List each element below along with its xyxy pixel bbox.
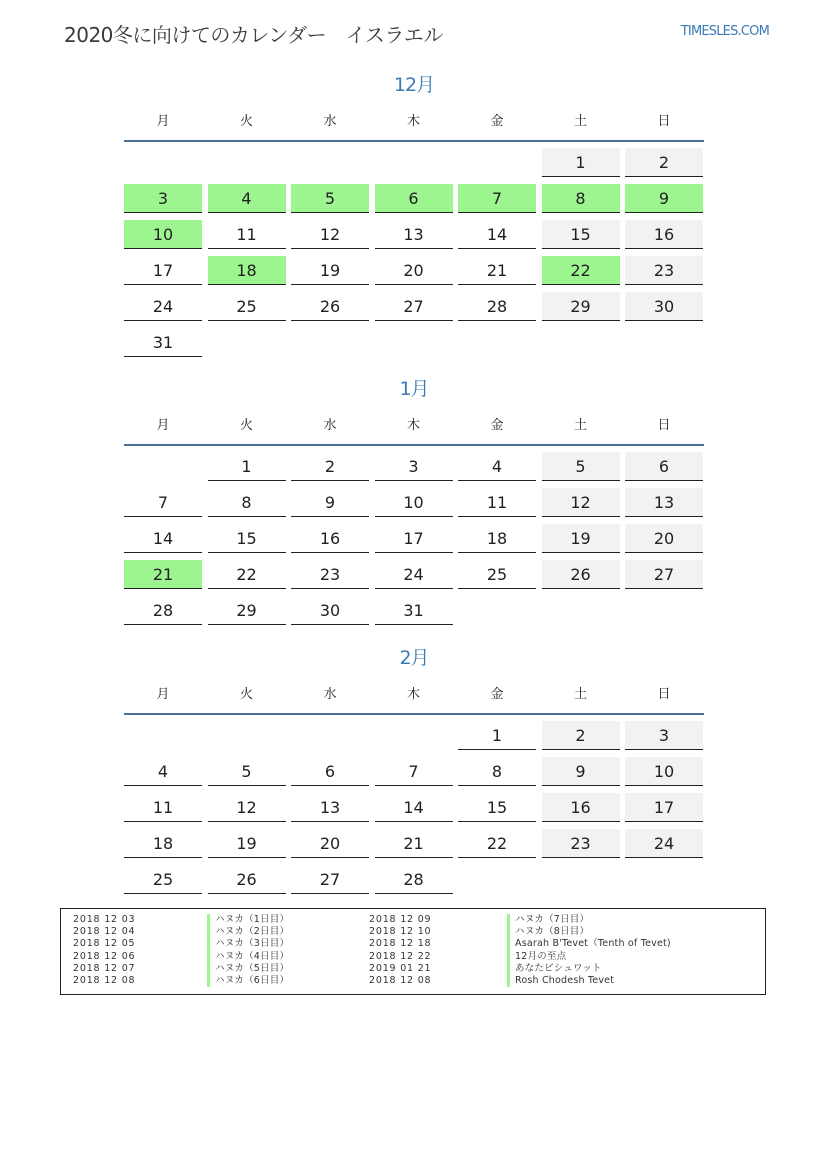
day-cell[interactable]: 23 bbox=[542, 829, 620, 858]
day-cell[interactable]: 8 bbox=[542, 184, 620, 213]
site-link[interactable]: TIMESLES.COM bbox=[680, 24, 769, 39]
weekday-label: 水 bbox=[323, 114, 337, 129]
legend-holiday-name: ハヌカ（3日目） bbox=[207, 938, 289, 950]
month-title: 2月 bbox=[399, 647, 429, 669]
legend-item bbox=[369, 938, 671, 950]
day-cell[interactable]: 17 bbox=[124, 256, 202, 285]
weekday-label: 日 bbox=[657, 418, 671, 433]
day-cell[interactable]: 13 bbox=[375, 220, 453, 249]
day-cell[interactable]: 20 bbox=[375, 256, 453, 285]
weekday-header bbox=[124, 414, 704, 446]
legend-date: 2018 12 22 bbox=[369, 950, 432, 962]
day-cell[interactable]: 19 bbox=[542, 524, 620, 553]
legend-holiday-name: ハヌカ（6日目） bbox=[207, 975, 289, 987]
day-cell[interactable]: 2 bbox=[625, 148, 703, 177]
day-cell[interactable]: 6 bbox=[291, 757, 369, 786]
legend-item bbox=[73, 951, 289, 963]
legend-holiday-name: ハヌカ（7日目） bbox=[507, 914, 589, 926]
day-cell[interactable]: 31 bbox=[375, 596, 453, 625]
legend-item bbox=[73, 926, 289, 938]
day-cell[interactable]: 15 bbox=[208, 524, 286, 553]
day-cell[interactable]: 15 bbox=[458, 793, 536, 822]
weekday-label: 金 bbox=[490, 687, 504, 702]
day-cell[interactable]: 1 bbox=[458, 721, 536, 750]
day-cell[interactable]: 10 bbox=[625, 757, 703, 786]
legend-date: 2018 12 10 bbox=[369, 926, 432, 938]
day-cell[interactable]: 26 bbox=[291, 292, 369, 321]
day-cell[interactable]: 22 bbox=[208, 560, 286, 589]
day-cell[interactable]: 5 bbox=[208, 757, 286, 786]
day-cell[interactable]: 14 bbox=[124, 524, 202, 553]
legend-holiday-name: Rosh Chodesh Tevet bbox=[507, 975, 614, 987]
day-cell[interactable]: 12 bbox=[208, 793, 286, 822]
day-cell[interactable]: 3 bbox=[375, 452, 453, 481]
day-cell[interactable]: 4 bbox=[124, 757, 202, 786]
legend-holiday-name: ハヌカ（1日目） bbox=[207, 914, 289, 926]
legend-holiday-name: ハヌカ（2日目） bbox=[207, 926, 289, 938]
legend-holiday-name: Asarah B'Tevet（Tenth of Tevet) bbox=[507, 938, 671, 950]
day-cell[interactable]: 18 bbox=[124, 829, 202, 858]
day-cell[interactable]: 20 bbox=[291, 829, 369, 858]
day-cell[interactable]: 6 bbox=[375, 184, 453, 213]
day-cell[interactable]: 11 bbox=[124, 793, 202, 822]
weekday-header bbox=[124, 110, 704, 142]
month-title: 1月 bbox=[399, 378, 429, 400]
day-cell[interactable]: 27 bbox=[375, 292, 453, 321]
day-cell[interactable]: 7 bbox=[375, 757, 453, 786]
month-title: 12月 bbox=[393, 74, 435, 96]
legend-date: 2018 12 04 bbox=[73, 926, 136, 938]
legend-item bbox=[369, 914, 671, 926]
day-cell[interactable]: 7 bbox=[124, 488, 202, 517]
day-cell[interactable]: 24 bbox=[375, 560, 453, 589]
day-cell[interactable]: 6 bbox=[625, 452, 703, 481]
legend-item bbox=[73, 914, 289, 926]
month-calendar bbox=[124, 72, 704, 352]
day-cell[interactable]: 30 bbox=[625, 292, 703, 321]
legend-date: 2018 12 05 bbox=[73, 938, 136, 950]
legend-date: 2018 12 06 bbox=[73, 950, 136, 962]
legend-holiday-name: ハヌカ（4日目） bbox=[207, 951, 289, 963]
day-cell[interactable]: 28 bbox=[458, 292, 536, 321]
day-cell[interactable]: 5 bbox=[291, 184, 369, 213]
day-cell[interactable]: 21 bbox=[124, 560, 202, 589]
day-cell[interactable]: 13 bbox=[291, 793, 369, 822]
weekday-label: 火 bbox=[239, 114, 253, 129]
legend-date: 2018 12 08 bbox=[73, 974, 136, 986]
legend-date: 2019 01 21 bbox=[369, 962, 432, 974]
day-cell[interactable]: 9 bbox=[542, 757, 620, 786]
weekday-label: 土 bbox=[573, 687, 587, 702]
day-cell[interactable]: 16 bbox=[625, 220, 703, 249]
legend-item bbox=[73, 938, 289, 950]
day-cell[interactable]: 16 bbox=[542, 793, 620, 822]
day-cell[interactable]: 11 bbox=[208, 220, 286, 249]
legend-item bbox=[73, 963, 289, 975]
day-cell[interactable]: 19 bbox=[291, 256, 369, 285]
day-cell[interactable]: 16 bbox=[291, 524, 369, 553]
legend-column-left bbox=[73, 914, 289, 987]
weekday-label: 金 bbox=[490, 418, 504, 433]
day-cell[interactable]: 7 bbox=[458, 184, 536, 213]
day-cell[interactable]: 3 bbox=[124, 184, 202, 213]
day-cell[interactable]: 21 bbox=[375, 829, 453, 858]
weekday-label: 日 bbox=[657, 114, 671, 129]
day-cell[interactable]: 13 bbox=[625, 488, 703, 517]
day-cell[interactable]: 19 bbox=[208, 829, 286, 858]
day-cell[interactable]: 28 bbox=[375, 865, 453, 894]
day-cell[interactable]: 4 bbox=[458, 452, 536, 481]
day-cell[interactable]: 15 bbox=[542, 220, 620, 249]
legend-holiday-name: ハヌカ（8日目） bbox=[507, 926, 589, 938]
day-cell[interactable]: 12 bbox=[542, 488, 620, 517]
legend-item bbox=[73, 975, 289, 987]
day-cell[interactable]: 5 bbox=[542, 452, 620, 481]
day-cell[interactable]: 26 bbox=[542, 560, 620, 589]
weekday-label: 水 bbox=[323, 687, 337, 702]
legend-date: 2018 12 07 bbox=[73, 962, 136, 974]
day-cell[interactable]: 22 bbox=[542, 256, 620, 285]
weekday-label: 水 bbox=[323, 418, 337, 433]
day-cell[interactable]: 28 bbox=[124, 596, 202, 625]
legend-date: 2018 12 08 bbox=[369, 974, 432, 986]
day-cell[interactable]: 3 bbox=[625, 721, 703, 750]
day-cell[interactable]: 17 bbox=[625, 793, 703, 822]
holiday-legend bbox=[60, 908, 766, 995]
day-cell[interactable]: 4 bbox=[208, 184, 286, 213]
day-cell[interactable]: 9 bbox=[291, 488, 369, 517]
day-cell[interactable]: 25 bbox=[124, 865, 202, 894]
day-cell[interactable]: 12 bbox=[291, 220, 369, 249]
day-cell[interactable]: 22 bbox=[458, 829, 536, 858]
day-cell[interactable]: 2 bbox=[291, 452, 369, 481]
weekday-label: 木 bbox=[406, 687, 420, 702]
day-cell[interactable]: 2 bbox=[542, 721, 620, 750]
day-cell[interactable]: 25 bbox=[458, 560, 536, 589]
legend-item bbox=[369, 926, 671, 938]
day-cell[interactable]: 9 bbox=[625, 184, 703, 213]
day-cell[interactable]: 14 bbox=[458, 220, 536, 249]
day-cell[interactable]: 27 bbox=[625, 560, 703, 589]
weekday-label: 日 bbox=[657, 687, 671, 702]
day-cell[interactable]: 24 bbox=[124, 292, 202, 321]
legend-holiday-name: あなたビシュワット bbox=[507, 963, 602, 975]
day-cell[interactable]: 25 bbox=[208, 292, 286, 321]
legend-item bbox=[369, 975, 671, 987]
legend-holiday-name: ハヌカ（5日目） bbox=[207, 963, 289, 975]
weekday-label: 火 bbox=[239, 418, 253, 433]
weekday-label: 月 bbox=[156, 418, 170, 433]
day-cell[interactable]: 24 bbox=[625, 829, 703, 858]
weekday-label: 金 bbox=[490, 114, 504, 129]
day-cell[interactable]: 20 bbox=[625, 524, 703, 553]
day-cell[interactable]: 17 bbox=[375, 524, 453, 553]
legend-holiday-name: 12月の至点 bbox=[507, 951, 566, 963]
day-cell[interactable]: 27 bbox=[291, 865, 369, 894]
day-cell[interactable]: 26 bbox=[208, 865, 286, 894]
day-cell[interactable]: 31 bbox=[124, 328, 202, 357]
legend-item bbox=[369, 963, 671, 975]
weekday-header bbox=[124, 683, 704, 715]
day-cell[interactable]: 8 bbox=[208, 488, 286, 517]
day-cell[interactable]: 18 bbox=[208, 256, 286, 285]
weekday-label: 月 bbox=[156, 687, 170, 702]
month-calendar bbox=[124, 376, 704, 620]
day-cell[interactable]: 1 bbox=[208, 452, 286, 481]
day-cell[interactable]: 8 bbox=[458, 757, 536, 786]
weekday-label: 木 bbox=[406, 418, 420, 433]
day-cell[interactable]: 30 bbox=[291, 596, 369, 625]
day-cell[interactable]: 11 bbox=[458, 488, 536, 517]
page-title: 2020冬に向けてのカレンダー イスラエル bbox=[64, 23, 443, 47]
day-cell[interactable]: 29 bbox=[542, 292, 620, 321]
legend-item bbox=[369, 951, 671, 963]
day-cell[interactable]: 29 bbox=[208, 596, 286, 625]
weekday-label: 月 bbox=[156, 114, 170, 129]
day-cell[interactable]: 14 bbox=[375, 793, 453, 822]
legend-date: 2018 12 18 bbox=[369, 938, 432, 950]
day-cell[interactable]: 10 bbox=[375, 488, 453, 517]
legend-column-right bbox=[369, 914, 671, 987]
day-cell[interactable]: 10 bbox=[124, 220, 202, 249]
weekday-label: 火 bbox=[239, 687, 253, 702]
legend-date: 2018 12 03 bbox=[73, 914, 136, 925]
day-cell[interactable]: 23 bbox=[291, 560, 369, 589]
weekday-label: 木 bbox=[406, 114, 420, 129]
weekday-label: 土 bbox=[573, 418, 587, 433]
month-calendar bbox=[124, 645, 704, 889]
day-cell[interactable]: 18 bbox=[458, 524, 536, 553]
day-cell[interactable]: 1 bbox=[542, 148, 620, 177]
legend-date: 2018 12 09 bbox=[369, 914, 432, 925]
day-cell[interactable]: 23 bbox=[625, 256, 703, 285]
weekday-label: 土 bbox=[573, 114, 587, 129]
day-cell[interactable]: 21 bbox=[458, 256, 536, 285]
